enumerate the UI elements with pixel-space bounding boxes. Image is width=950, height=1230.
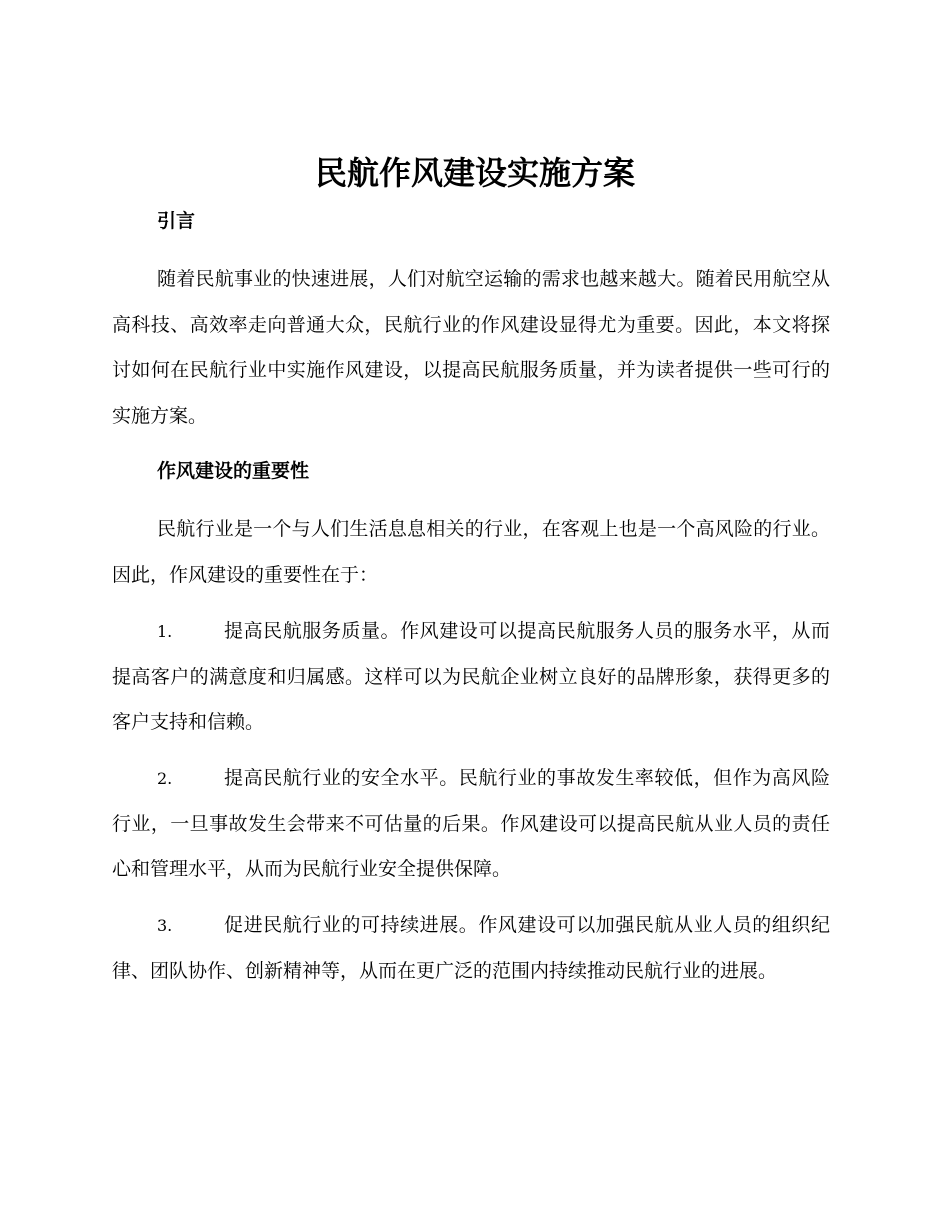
- list-item-text: 提高民航行业的安全水平。民航行业的事故发生率较低，但作为高风险行业，一旦事故发生会带来不可估量的后果。作风建设可以提高民航从业人员的责任心和管理水平，从而为民航行业安全提供保障。: [112, 767, 830, 880]
- list-number: 2.: [157, 769, 173, 788]
- paragraph-importance: 民航行业是一个与人们生活息息相关的行业，在客观上也是一个高风险的行业。因此，作风建设的重要性在于：: [112, 518, 830, 586]
- list-number: 1.: [157, 622, 173, 641]
- paragraph-introduction: 随着民航事业的快速进展，人们对航空运输的需求也越来越大。随着民用航空从高科技、高效率走向普通大众，民航行业的作风建设显得尤为重要。因此，本文将探讨如何在民航行业中实施作风建设，以提高民航服务质量，并为读者提供一些可行的实施方案。: [112, 268, 830, 427]
- section-heading-introduction: 引言: [157, 210, 196, 232]
- list-item-3: [112, 903, 830, 994]
- list-item-text: 提高民航服务质量。作风建设可以提高民航服务人员的服务水平，从而提高客户的满意度和归属感。这样可以为民航企业树立良好的品牌形象，获得更多的客户支持和信赖。: [112, 620, 830, 733]
- list-number: 3.: [157, 916, 173, 935]
- section-heading-importance: 作风建设的重要性: [157, 460, 310, 482]
- document-title: 民航作风建设实施方案: [314, 154, 635, 192]
- list-item-text: 促进民航行业的可持续进展。作风建设可以加强民航从业人员的组织纪律、团队协作、创新精神等，从而在更广泛的范围内持续推动民航行业的进展。: [112, 914, 830, 982]
- list-item-1: [112, 609, 830, 746]
- list-item-2: [112, 756, 830, 893]
